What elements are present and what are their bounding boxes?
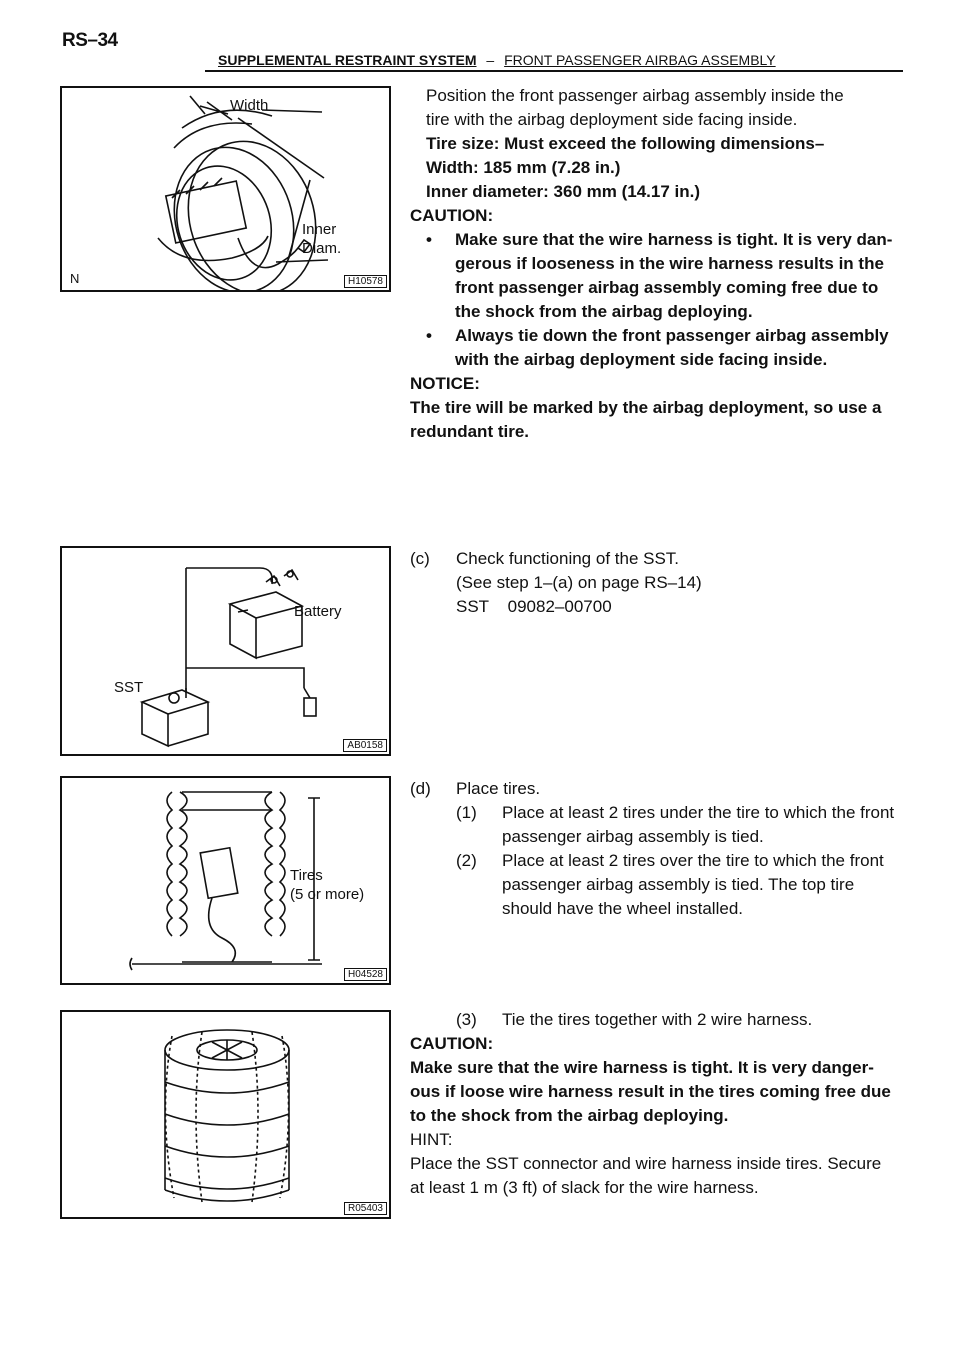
step-c-line-2: (See step 1–(a) on page RS–14) — [456, 573, 702, 592]
step-c — [410, 547, 910, 619]
caution2-line-3: to the shock from the airbag deploying. — [410, 1106, 729, 1125]
figure-airbag-in-tire — [60, 86, 391, 292]
figure-code: H10578 — [344, 275, 387, 288]
figure-tied-tires — [60, 1010, 391, 1219]
bullet1-line-4: the shock from the airbag deploying. — [455, 302, 753, 321]
step-d2-line-3: should have the wheel installed. — [502, 899, 743, 918]
inner-diam-label — [302, 220, 341, 258]
page-header — [218, 52, 776, 68]
step-d-line-1: Place tires. — [456, 779, 541, 798]
airbag-in-tire-illustration — [62, 88, 389, 290]
bullet1-line-3: front passenger airbag assembly coming free due to — [455, 278, 879, 297]
hint-line-1: Place the SST connector and wire harness inside tires. Secure — [410, 1154, 882, 1173]
sst-battery-illustration — [62, 548, 389, 754]
step-d2-line-2: passenger airbag assembly is tied. The top tire — [502, 875, 855, 894]
step-d2-line-1: Place at least 2 tires over the tire to which the front — [502, 851, 884, 870]
header-section: SUPPLEMENTAL RESTRAINT SYSTEM — [218, 52, 477, 68]
figure-sst-battery — [60, 546, 391, 756]
caution-bullet-2 — [410, 324, 910, 372]
notice-line-2: redundant tire. — [410, 422, 530, 441]
inner-label-line1: Inner — [302, 221, 337, 238]
notice-heading: NOTICE: — [410, 374, 480, 393]
step-3-block — [410, 1008, 910, 1200]
header-rule — [205, 70, 903, 72]
sst-label: SST — [114, 679, 144, 696]
step-d1-line-2: passenger airbag assembly is tied. — [502, 827, 764, 846]
hint-heading: HINT: — [410, 1130, 453, 1149]
step-d3-lead: (3) — [456, 1010, 477, 1029]
tied-tires-illustration — [62, 1012, 389, 1217]
tires-label — [290, 866, 364, 904]
page-number: RS–34 — [62, 30, 118, 51]
inner-label-line2: Diam. — [302, 240, 342, 257]
hint-line-2: at least 1 m (3 ft) of slack for the wire harness. — [410, 1178, 759, 1197]
caution2-line-2: ous if loose wire harness result in the tires coming free due — [410, 1082, 891, 1101]
intro-block — [410, 84, 910, 444]
figure-code: H04528 — [344, 968, 387, 981]
step-c-line-1: Check functioning of the SST. — [456, 549, 680, 568]
step-d-lead: (d) — [410, 779, 431, 798]
tire-size-line-1: Tire size: Must exceed the following dimensions– — [426, 134, 825, 153]
step-d3-line-1: Tie the tires together with 2 wire harness. — [502, 1010, 813, 1029]
figure-code: R05403 — [344, 1202, 387, 1215]
tires-label-line2: (5 or more) — [290, 886, 365, 903]
bullet2-line-1: • Always tie down the front passenger airbag assembly — [455, 326, 889, 345]
step-c-lead: (c) — [410, 549, 430, 568]
tires-label-line1: Tires — [290, 867, 323, 884]
caution-bullet-1 — [410, 228, 910, 324]
figure-code: AB0158 — [343, 739, 387, 752]
tire-size-line-2: Width: 185 mm (7.28 in.) — [426, 158, 621, 177]
caution2-line-1: Make sure that the wire harness is tight. It is very danger- — [410, 1058, 874, 1077]
step-d2-lead: (2) — [456, 851, 477, 870]
bullet2-line-2: with the airbag deployment side facing inside. — [455, 350, 828, 369]
caution-heading-1: CAUTION: — [410, 206, 494, 225]
step-d — [410, 777, 910, 921]
step-d1-line-1: Place at least 2 tires under the tire to which the front — [502, 803, 895, 822]
step-d1-lead: (1) — [456, 803, 477, 822]
header-subsection: FRONT PASSENGER AIRBAG ASSEMBLY — [504, 52, 776, 68]
width-label: Width — [230, 97, 269, 114]
step-c-line-3: SST 09082–00700 — [456, 597, 612, 616]
figure-corner-mark: N — [70, 271, 80, 286]
intro-line-1: Position the front passenger airbag assembly inside the — [426, 86, 844, 105]
bullet1-line-1: • Make sure that the wire harness is tight. It is very dan- — [455, 230, 893, 249]
notice-line-1: The tire will be marked by the airbag deployment, so use a — [410, 398, 882, 417]
intro-line-2: tire with the airbag deployment side facing inside. — [426, 110, 798, 129]
tire-size-line-3: Inner diameter: 360 mm (14.17 in.) — [426, 182, 700, 201]
bullet1-line-2: gerous if looseness in the wire harness results in the — [455, 254, 884, 273]
figure-tire-stack — [60, 776, 391, 985]
battery-label: Battery — [294, 603, 342, 620]
header-dash: – — [486, 52, 495, 68]
caution-heading-2: CAUTION: — [410, 1034, 494, 1053]
